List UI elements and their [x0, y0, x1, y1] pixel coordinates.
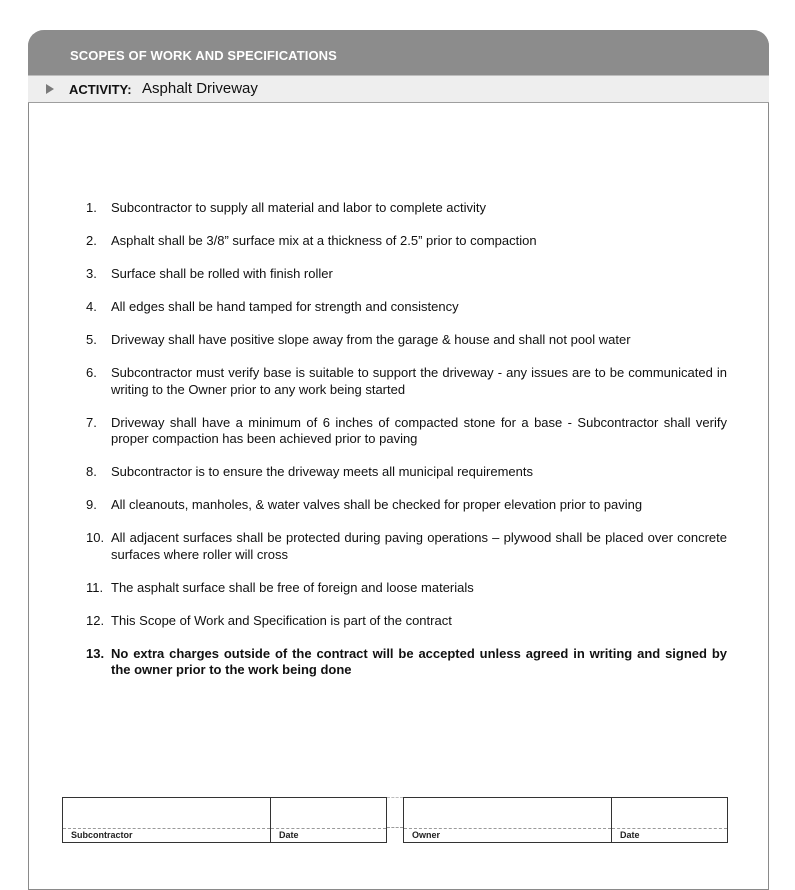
item-number: 8.: [86, 464, 97, 479]
list-item: [86, 332, 727, 349]
item-number: 3.: [86, 266, 97, 281]
list-item: [86, 530, 727, 563]
list-item: [86, 613, 727, 630]
item-text: No extra charges outside of the contract will be accepted unless agreed in writing and signed by the owner prior to the work being done: [111, 645, 727, 677]
list-item: [86, 299, 727, 316]
item-number: 1.: [86, 200, 97, 215]
list-item: [86, 464, 727, 481]
item-number: 12.: [86, 612, 105, 628]
divider: [63, 828, 270, 829]
subcontractor-caption: Subcontractor: [71, 830, 133, 840]
item-text: Asphalt shall be 3/8” surface mix at a thickness of 2.5” prior to compaction: [111, 233, 537, 248]
owner-signature-block: [403, 797, 728, 843]
list-item: [86, 266, 727, 283]
list-item: [86, 233, 727, 250]
list-item: [86, 200, 727, 217]
item-text: All cleanouts, manholes, & water valves shall be checked for proper elevation prior to paving: [111, 497, 643, 512]
item-number: 13.: [86, 645, 105, 661]
subcontractor-signature-field[interactable]: [63, 798, 270, 842]
item-number: 5.: [86, 332, 97, 347]
divider: [612, 828, 727, 829]
subcontractor-signature-block: [62, 797, 387, 843]
owner-caption: Owner: [412, 830, 441, 840]
item-number: 9.: [86, 497, 97, 512]
divider: [271, 828, 386, 829]
activity-label: ACTIVITY:: [69, 82, 132, 97]
header-bar: [28, 30, 769, 75]
item-text: Subcontractor is to ensure the driveway meets all municipal requirements: [111, 464, 533, 479]
item-text: Subcontractor must verify base is suitable to support the driveway - any issues are to be communicated in writing to the Owner prior to any work being started: [111, 365, 727, 397]
item-number: 10.: [86, 530, 105, 545]
item-number: 2.: [86, 233, 97, 248]
activity-value: Asphalt Driveway: [142, 80, 258, 97]
scope-items-list: [86, 200, 727, 695]
date-caption: Date: [620, 830, 640, 840]
date-caption: Date: [279, 830, 299, 840]
item-text: All adjacent surfaces shall be protected during paving operations – plywood shall be placed over concrete surfaces where roller will cross: [111, 530, 727, 562]
list-item: [86, 415, 727, 448]
subcontractor-date-field[interactable]: [270, 798, 386, 842]
list-item: [86, 646, 727, 679]
triangle-right-icon: [46, 84, 54, 94]
item-number: 11.: [86, 579, 104, 595]
divider: [387, 827, 403, 828]
owner-signature-field[interactable]: [404, 798, 611, 842]
item-number: 6.: [86, 365, 97, 380]
list-item: [86, 365, 727, 398]
item-text: The asphalt surface shall be free of foreign and loose materials: [111, 579, 474, 595]
item-text: Subcontractor to supply all material and labor to complete activity: [111, 200, 487, 215]
item-text: All edges shall be hand tamped for strength and consistency: [111, 299, 459, 314]
item-number: 4.: [86, 299, 97, 314]
activity-bar: [28, 75, 769, 103]
item-text: Driveway shall have a minimum of 6 inches of compacted stone for a base - Subcontractor shall verify proper compaction has been achieved prior to paving: [111, 414, 727, 446]
list-item: [86, 580, 727, 597]
divider: [387, 797, 403, 798]
item-text: Surface shall be rolled with finish roller: [111, 266, 333, 281]
list-item: [86, 497, 727, 514]
page-title: SCOPES OF WORK AND SPECIFICATIONS: [70, 48, 337, 63]
item-text: Driveway shall have positive slope away from the garage & house and shall not pool water: [111, 332, 631, 347]
owner-date-field[interactable]: [611, 798, 727, 842]
divider: [404, 828, 611, 829]
item-number: 7.: [86, 414, 97, 430]
item-text: This Scope of Work and Specification is part of the contract: [111, 612, 452, 628]
